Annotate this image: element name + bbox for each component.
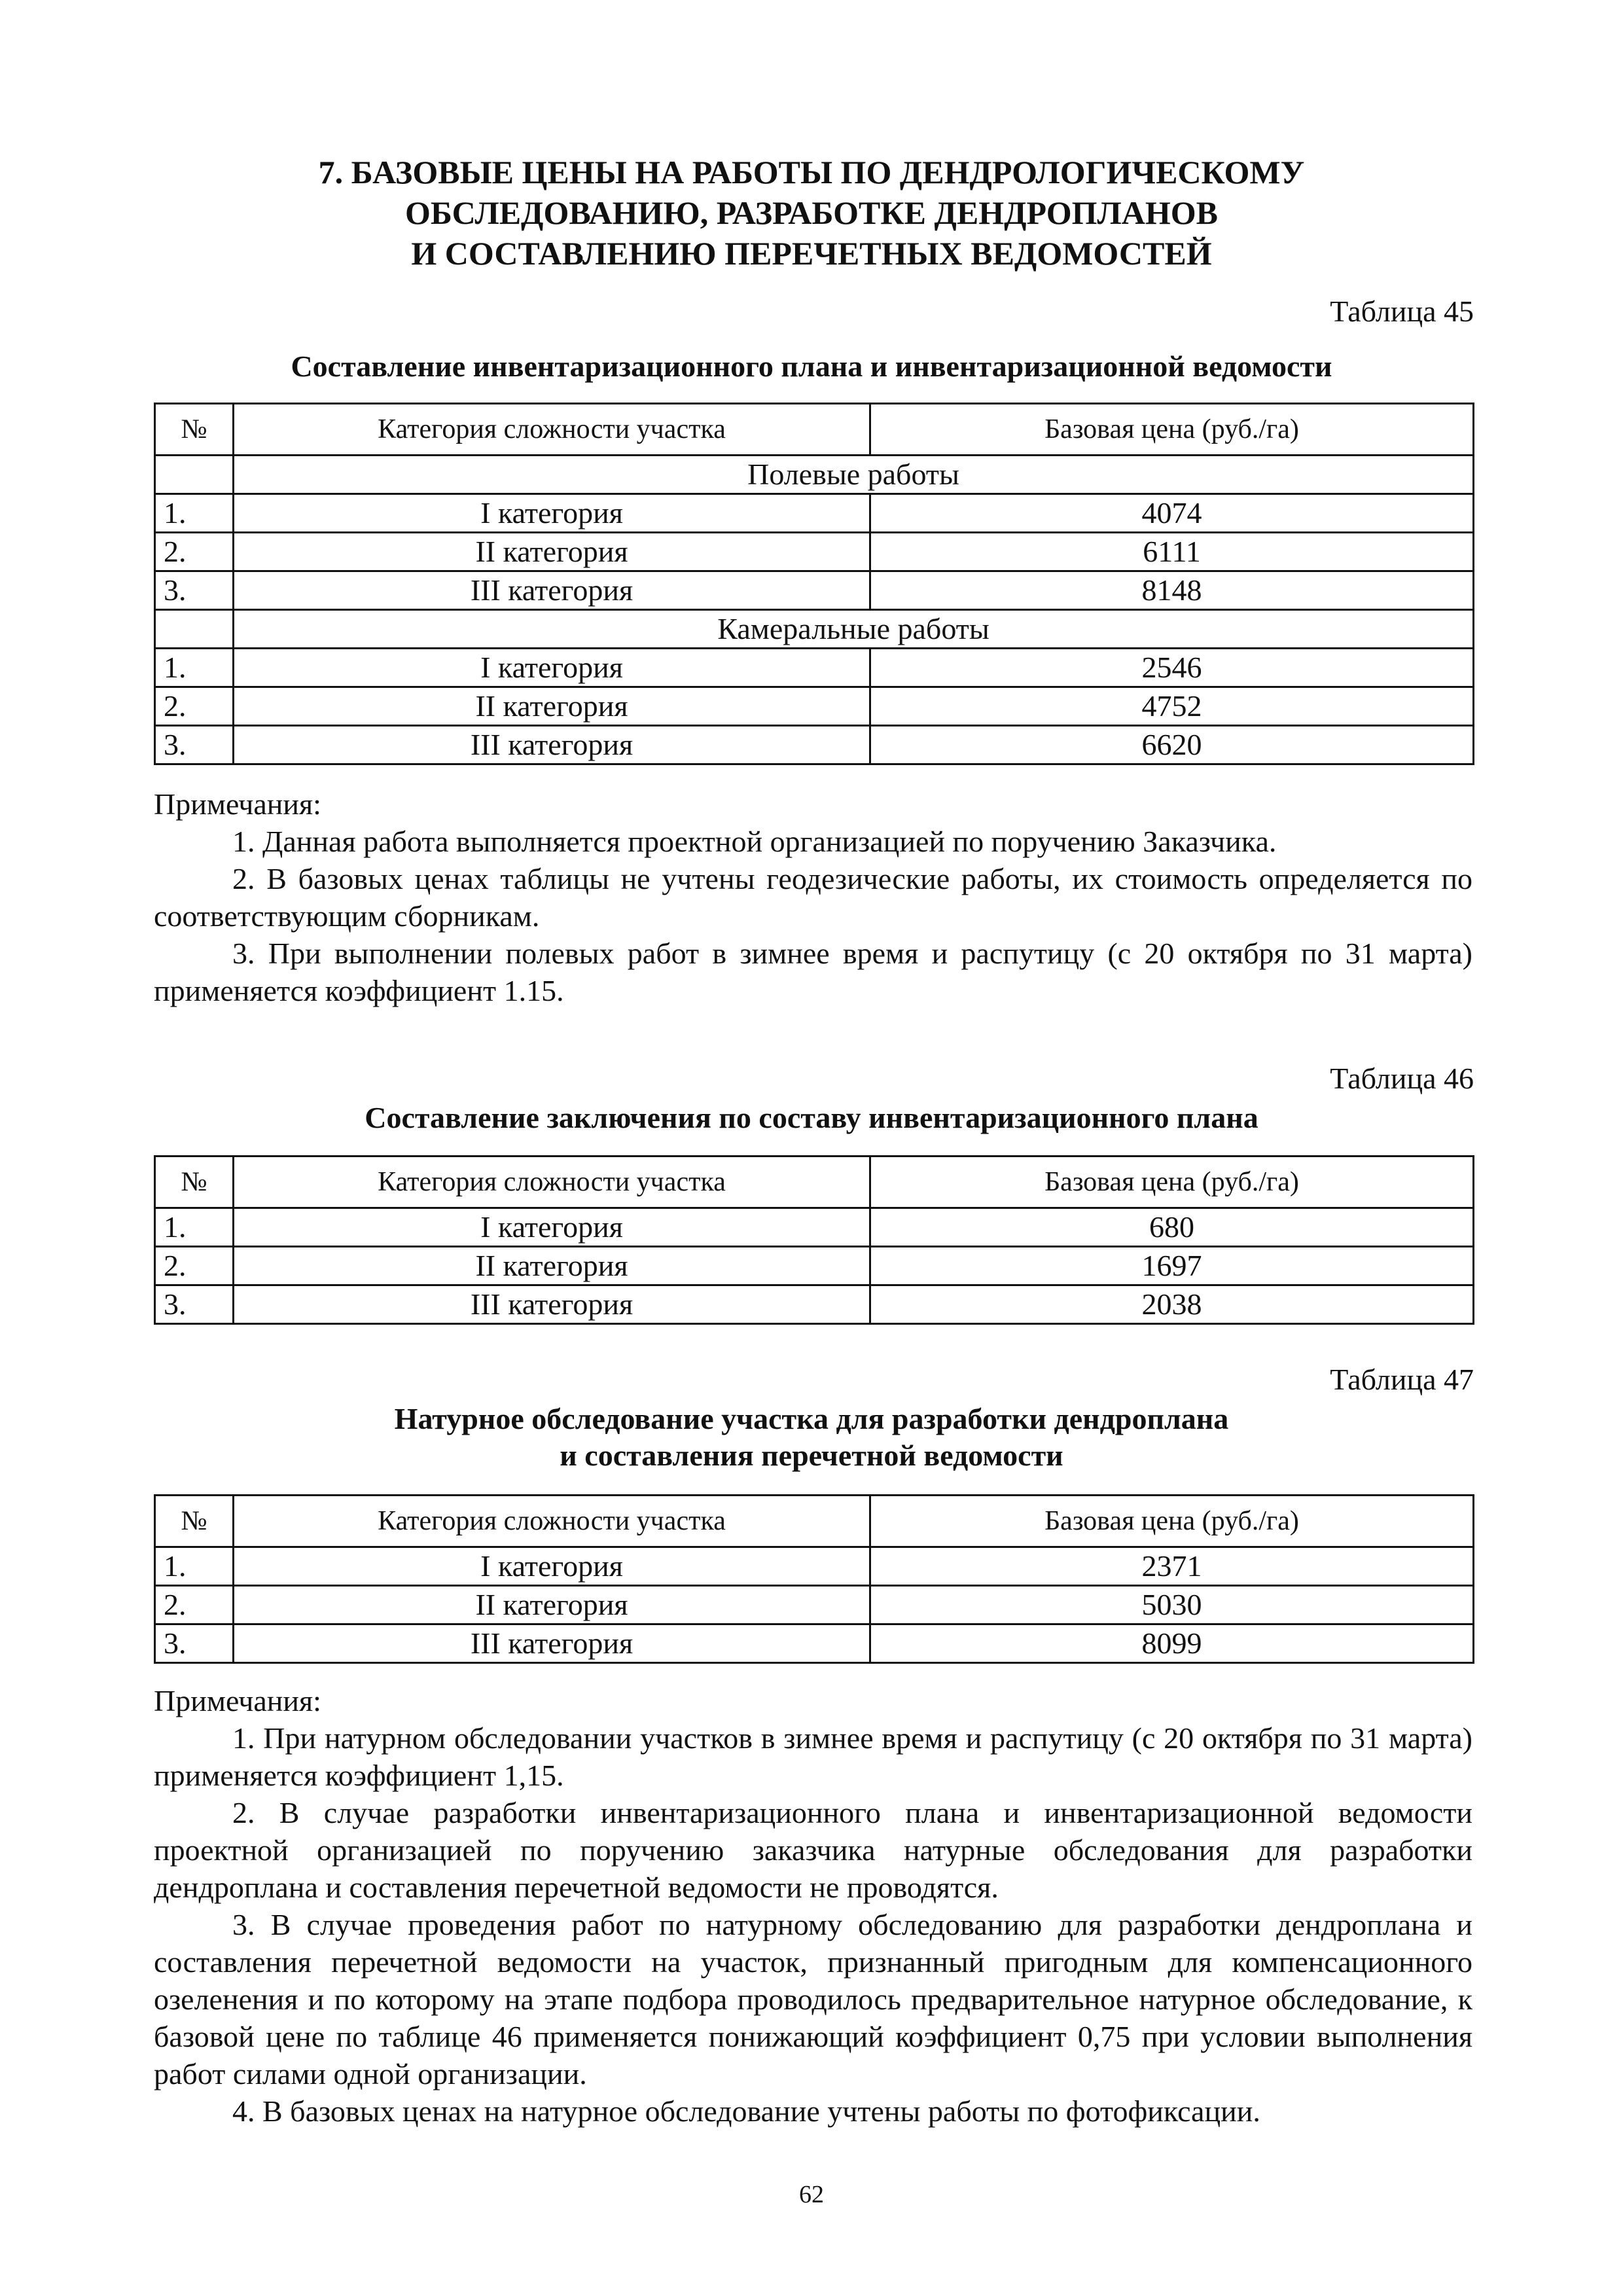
table-title-line: Натурное обследование участка для разработки дендроплана: [394, 1402, 1229, 1435]
table-45-notes: [154, 785, 1472, 1009]
table-row: [155, 571, 1474, 610]
row-number: 3.: [155, 1624, 234, 1663]
section-title-line: 7. БАЗОВЫЕ ЦЕНЫ НА РАБОТЫ ПО ДЕНДРОЛОГИЧЕСКОМУ: [318, 154, 1305, 190]
row-number: 2.: [155, 1247, 234, 1285]
note-item: 3. В случае проведения работ по натурному обследованию для разработки дендроплана и составления перечетной ведомости на участок, признанный пригодным для компенсационного озеленения и по которому на этапе подбора проводилось предварительное натурное обследование, к базовой цене по таблице 46 применяется понижающий коэффициент 0,75 при условии выполнения работ силами одной организации.: [154, 1908, 1472, 2090]
table-46-title: [154, 1100, 1469, 1136]
row-category: III категория: [234, 571, 870, 610]
note-item: 1. Данная работа выполняется проектной организацией по поручению Заказчика.: [232, 825, 1277, 858]
table-header-row: [155, 1496, 1474, 1547]
header-price: Базовая цена (руб./га): [870, 1157, 1474, 1208]
section-title-line: И СОСТАВЛЕНИЮ ПЕРЕЧЕТНЫХ ВЕДОМОСТЕЙ: [411, 235, 1212, 272]
row-number: 1.: [155, 1208, 234, 1247]
row-category: II категория: [234, 1586, 870, 1624]
section-title-line: ОБСЛЕДОВАНИЮ, РАЗРАБОТКЕ ДЕНДРОПЛАНОВ: [404, 194, 1219, 231]
table-header-row: [155, 404, 1474, 456]
header-number: №: [155, 1496, 234, 1547]
table-title-line: и составления перечетной ведомости: [560, 1439, 1063, 1472]
note-item: 3. При выполнении полевых работ в зимнее время и распутицу (с 20 октября по 31 марта) применяется коэффициент 1.15.: [154, 937, 1472, 1007]
row-price: 2371: [870, 1547, 1474, 1586]
row-category: I категория: [234, 1208, 870, 1247]
table-row: [155, 726, 1474, 764]
table-row: [155, 687, 1474, 726]
row-price: 1697: [870, 1247, 1474, 1285]
notes-heading: Примечания:: [154, 787, 321, 821]
table-row: [155, 1586, 1474, 1624]
row-price: 8148: [870, 571, 1474, 610]
row-category: III категория: [234, 726, 870, 764]
row-category: I категория: [234, 649, 870, 687]
table-title-line: Составление заключения по составу инвентаризационного плана: [365, 1101, 1258, 1134]
row-price: 680: [870, 1208, 1474, 1247]
row-price: 6111: [870, 533, 1474, 571]
note-item: 1. При натурном обследовании участков в зимнее время и распутицу (с 20 октября по 31 марта) применяется коэффициент 1,15.: [154, 1721, 1472, 1792]
row-number: 3.: [155, 1285, 234, 1324]
row-number: 1.: [155, 494, 234, 533]
header-category: Категория сложности участка: [234, 1157, 870, 1208]
group-number-cell: [155, 610, 234, 649]
row-number: 1.: [155, 649, 234, 687]
table-47-title: [154, 1401, 1469, 1474]
group-row: [155, 610, 1474, 649]
row-category: II категория: [234, 687, 870, 726]
header-number: №: [155, 404, 234, 456]
row-number: 2.: [155, 687, 234, 726]
header-category: Категория сложности участка: [234, 1496, 870, 1547]
group-number-cell: [155, 456, 234, 494]
table-47-notes: [154, 1682, 1472, 2130]
header-category: Категория сложности участка: [234, 404, 870, 456]
group-label-field-work: Полевые работы: [234, 456, 1474, 494]
row-category: II категория: [234, 1247, 870, 1285]
table-row: [155, 533, 1474, 571]
table-row: [155, 1208, 1474, 1247]
row-number: 2.: [155, 533, 234, 571]
row-category: I категория: [234, 494, 870, 533]
table-row: [155, 1547, 1474, 1586]
table-47: [154, 1494, 1474, 1664]
row-price: 2038: [870, 1285, 1474, 1324]
table-45: [154, 403, 1474, 765]
row-number: 2.: [155, 1586, 234, 1624]
row-price: 5030: [870, 1586, 1474, 1624]
section-title: [154, 152, 1469, 274]
table-row: [155, 1247, 1474, 1285]
row-number: 1.: [155, 1547, 234, 1586]
table-header-row: [155, 1157, 1474, 1208]
table-title-line: Составление инвентаризационного плана и инвентаризационной ведомости: [291, 350, 1332, 383]
row-price: 2546: [870, 649, 1474, 687]
row-number: 3.: [155, 571, 234, 610]
row-price: 6620: [870, 726, 1474, 764]
notes-heading: Примечания:: [154, 1684, 321, 1717]
row-price: 4074: [870, 494, 1474, 533]
group-row: [155, 456, 1474, 494]
table-45-title: [154, 348, 1469, 385]
table-row: [155, 1624, 1474, 1663]
row-category: III категория: [234, 1285, 870, 1324]
row-category: II категория: [234, 533, 870, 571]
header-number: №: [155, 1157, 234, 1208]
row-price: 4752: [870, 687, 1474, 726]
group-label-office-work: Камеральные работы: [234, 610, 1474, 649]
table-row: [155, 1285, 1474, 1324]
note-item: 2. В случае разработки инвентаризационного плана и инвентаризационной ведомости проектной организацией по поручению заказчика натурные обследования для разработки дендроплана и составления перечетной ведомости не проводятся.: [154, 1796, 1472, 1904]
row-price: 8099: [870, 1624, 1474, 1663]
table-46-label: Таблица 46: [1330, 1062, 1474, 1095]
header-price: Базовая цена (руб./га): [870, 1496, 1474, 1547]
note-item: 2. В базовых ценах таблицы не учтены геодезические работы, их стоимость определяется по соответствующим сборникам.: [154, 862, 1472, 933]
note-item: 4. В базовых ценах на натурное обследование учтены работы по фотофиксации.: [232, 2094, 1260, 2128]
table-46: [154, 1155, 1474, 1325]
row-number: 3.: [155, 726, 234, 764]
table-row: [155, 649, 1474, 687]
table-45-label: Таблица 45: [1330, 295, 1474, 328]
row-category: III категория: [234, 1624, 870, 1663]
table-47-label: Таблица 47: [1330, 1363, 1474, 1396]
table-row: [155, 494, 1474, 533]
page-number: 62: [799, 2181, 824, 2208]
row-category: I категория: [234, 1547, 870, 1586]
header-price: Базовая цена (руб./га): [870, 404, 1474, 456]
